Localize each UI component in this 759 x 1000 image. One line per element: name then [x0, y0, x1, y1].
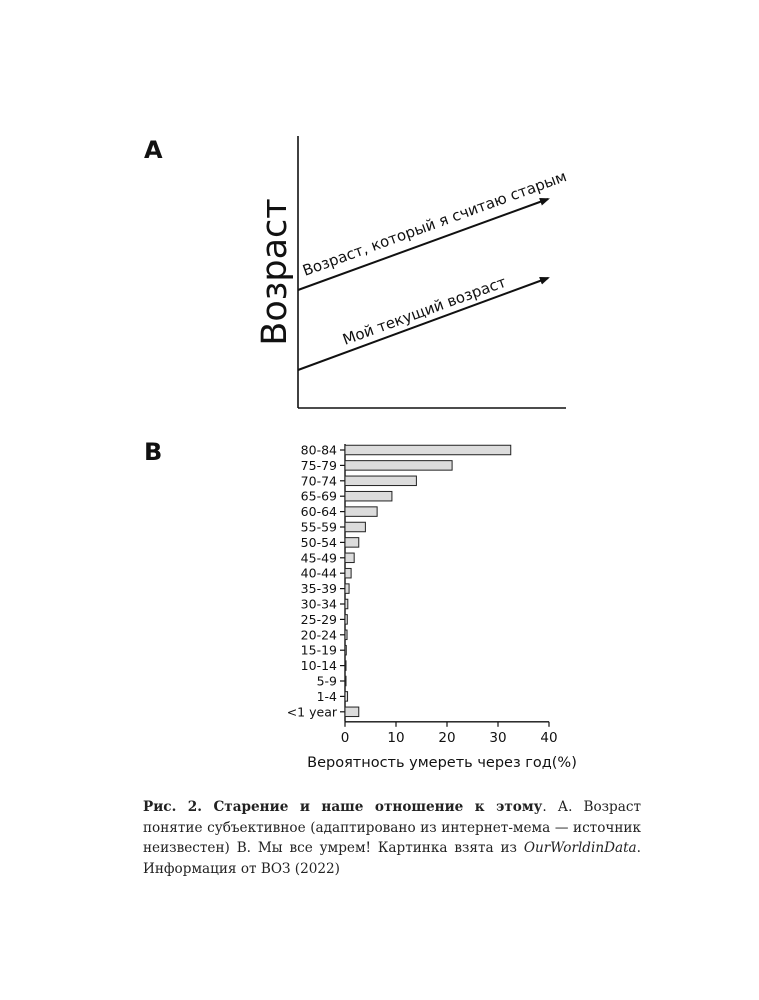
y-tick-label: 70-74 — [300, 473, 337, 489]
bar — [345, 692, 348, 702]
y-tick-label: 60-64 — [300, 504, 337, 520]
figure-caption — [143, 797, 641, 879]
caption-source: OurWorldinData — [523, 840, 637, 856]
caption-text-a: . А. Возраст понятие субъективное (адаптировано из интернет-мема — источник неизвестен) B. Мы все умрем! Картинка взята из — [143, 799, 641, 856]
bar — [345, 553, 354, 563]
bar — [345, 599, 348, 609]
bar — [345, 676, 346, 686]
x-axis-label: Вероятность умереть через год(%) — [307, 754, 577, 771]
bar — [345, 445, 511, 455]
y-tick-label: 55-59 — [300, 519, 337, 535]
caption-text-b: . Информация от ВОЗ (2022) — [143, 840, 641, 877]
bar — [345, 476, 416, 486]
bar — [345, 491, 392, 501]
x-tick-label: 10 — [387, 729, 405, 746]
x-tick-label: 40 — [540, 729, 558, 746]
arrow-current-age — [298, 278, 548, 370]
x-tick-label: 20 — [438, 729, 456, 746]
bar — [345, 507, 377, 516]
arrow-old-age — [298, 199, 548, 290]
y-tick-label: 40-44 — [300, 565, 337, 581]
bar — [345, 615, 347, 625]
y-tick-label: 65-69 — [300, 488, 337, 504]
y-tick-label: 20-24 — [300, 627, 337, 643]
bar — [345, 461, 452, 471]
y-tick-label: 35-39 — [300, 581, 337, 597]
y-tick-label: 1-4 — [316, 688, 337, 704]
bar — [345, 584, 349, 594]
x-tick-label: 0 — [340, 729, 350, 746]
y-tick-label: 45-49 — [300, 550, 337, 566]
arrow-old-age-label: Возраст, который я считаю старым — [300, 167, 570, 280]
panel-a-label: A — [144, 136, 163, 164]
y-tick-label: 50-54 — [300, 534, 337, 550]
arrow-current-age-label: Мой текущий возраст — [340, 272, 509, 349]
y-tick-label: 75-79 — [300, 457, 337, 473]
bar — [345, 568, 351, 578]
bar — [345, 661, 346, 671]
diagram-y-axis-label: Возраст — [255, 198, 295, 346]
mortality-bar-chart — [0, 440, 759, 771]
age-perception-diagram — [0, 0, 759, 420]
x-tick-label: 30 — [489, 729, 507, 746]
bar — [345, 630, 347, 640]
bar — [345, 645, 346, 655]
caption-figure-label: Рис. 2. Старение и наше отношение к этому — [143, 799, 543, 815]
y-tick-label: 25-29 — [300, 611, 337, 627]
bar — [345, 707, 359, 717]
y-tick-label: 80-84 — [300, 442, 337, 458]
y-tick-label: <1 year — [286, 704, 337, 720]
bar — [345, 538, 359, 548]
y-tick-label: 30-34 — [300, 596, 337, 612]
bar — [345, 522, 365, 532]
y-tick-label: 15-19 — [300, 642, 337, 658]
panel-b-label: B — [144, 438, 163, 466]
y-tick-label: 10-14 — [300, 658, 337, 674]
y-tick-label: 5-9 — [316, 673, 337, 689]
